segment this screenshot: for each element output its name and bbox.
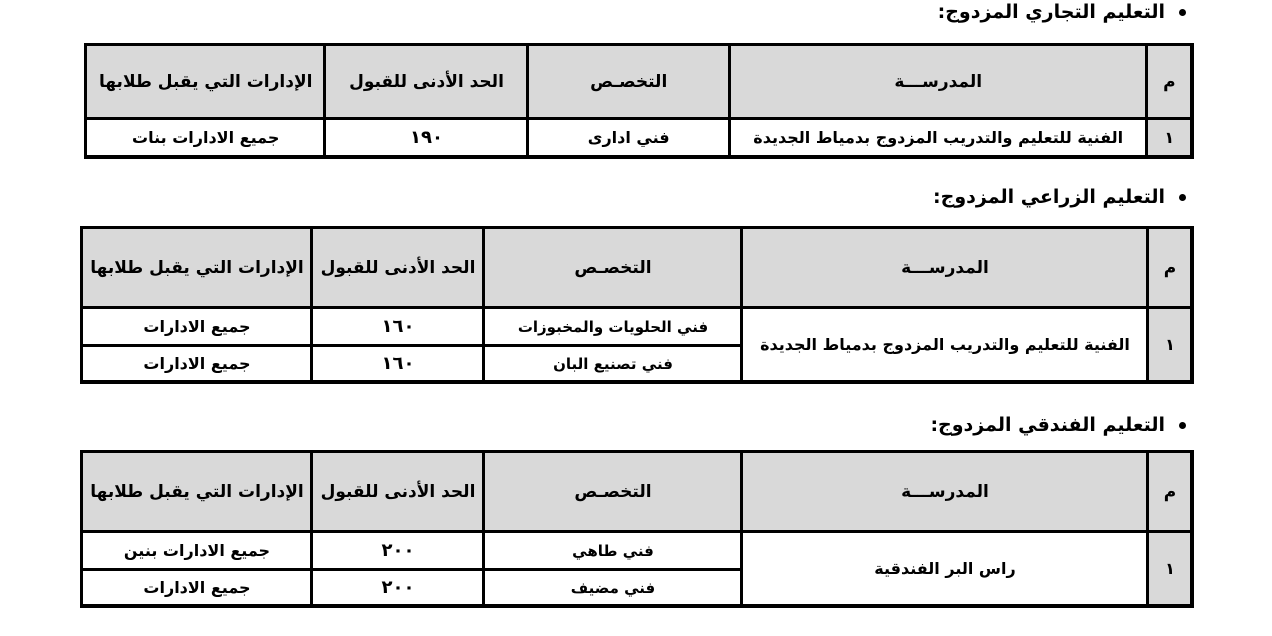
header-specialty: التخصـص [484,228,742,308]
section-heading-text: التعليم الزراعي المزدوج: [933,186,1165,208]
cell-m: ١ [1148,532,1192,606]
section-heading-commercial [938,1,1186,23]
header-min-score: الحد الأدنى للقبول [325,45,527,119]
cell-districts: جميع الادارات بنات [86,119,325,157]
cell-min-score: ٢٠٠ [312,570,484,606]
cell-m: ١ [1147,119,1192,157]
header-m: م [1148,228,1192,308]
table-header-row [86,45,1192,119]
header-districts: الإدارات التي يقبل طلابها [86,45,325,119]
cell-districts: جميع الادارات [82,308,312,346]
header-specialty: التخصـص [484,452,742,532]
table-row [82,532,1192,570]
table-header-row [82,452,1192,532]
header-school: المدرســـة [742,452,1148,532]
header-min-score: الحد الأدنى للقبول [312,452,484,532]
header-districts: الإدارات التي يقبل طلابها [82,228,312,308]
cell-districts: جميع الادارات [82,346,312,382]
cell-specialty: فني تصنيع البان [484,346,742,382]
header-m: م [1147,45,1192,119]
header-school: المدرســـة [742,228,1148,308]
section-heading-agricultural [933,186,1186,208]
section-heading-hotel [930,414,1186,436]
bullet-icon [1179,422,1186,429]
header-specialty: التخصـص [528,45,730,119]
cell-specialty: فني ادارى [528,119,730,157]
agricultural-table [80,226,1194,384]
cell-districts: جميع الادارات [82,570,312,606]
cell-min-score: ١٩٠ [325,119,527,157]
cell-specialty: فني الحلويات والمخبوزات [484,308,742,346]
cell-school: الفنية للتعليم والتدريب المزدوج بدمياط الجديدة [742,308,1148,382]
header-school: المدرســـة [730,45,1147,119]
header-m: م [1148,452,1192,532]
bullet-icon [1179,194,1186,201]
table-row [82,308,1192,346]
section-heading-text: التعليم الفندقي المزدوج: [930,414,1165,436]
section-heading-text: التعليم التجاري المزدوج: [937,1,1165,23]
cell-school: الفنية للتعليم والتدريب المزدوج بدمياط الجديدة [730,119,1147,157]
cell-m: ١ [1148,308,1192,382]
cell-specialty: فني طاهي [484,532,742,570]
table-header-row [82,228,1192,308]
cell-specialty: فني مضيف [484,570,742,606]
hotel-table [80,450,1194,608]
table-row [86,119,1192,157]
commercial-table [84,43,1194,159]
cell-school: راس البر الفندقية [742,532,1148,606]
header-districts: الإدارات التي يقبل طلابها [82,452,312,532]
cell-min-score: ٢٠٠ [312,532,484,570]
cell-min-score: ١٦٠ [312,308,484,346]
header-min-score: الحد الأدنى للقبول [312,228,484,308]
cell-min-score: ١٦٠ [312,346,484,382]
cell-districts: جميع الادارات بنين [82,532,312,570]
bullet-icon [1179,9,1186,16]
